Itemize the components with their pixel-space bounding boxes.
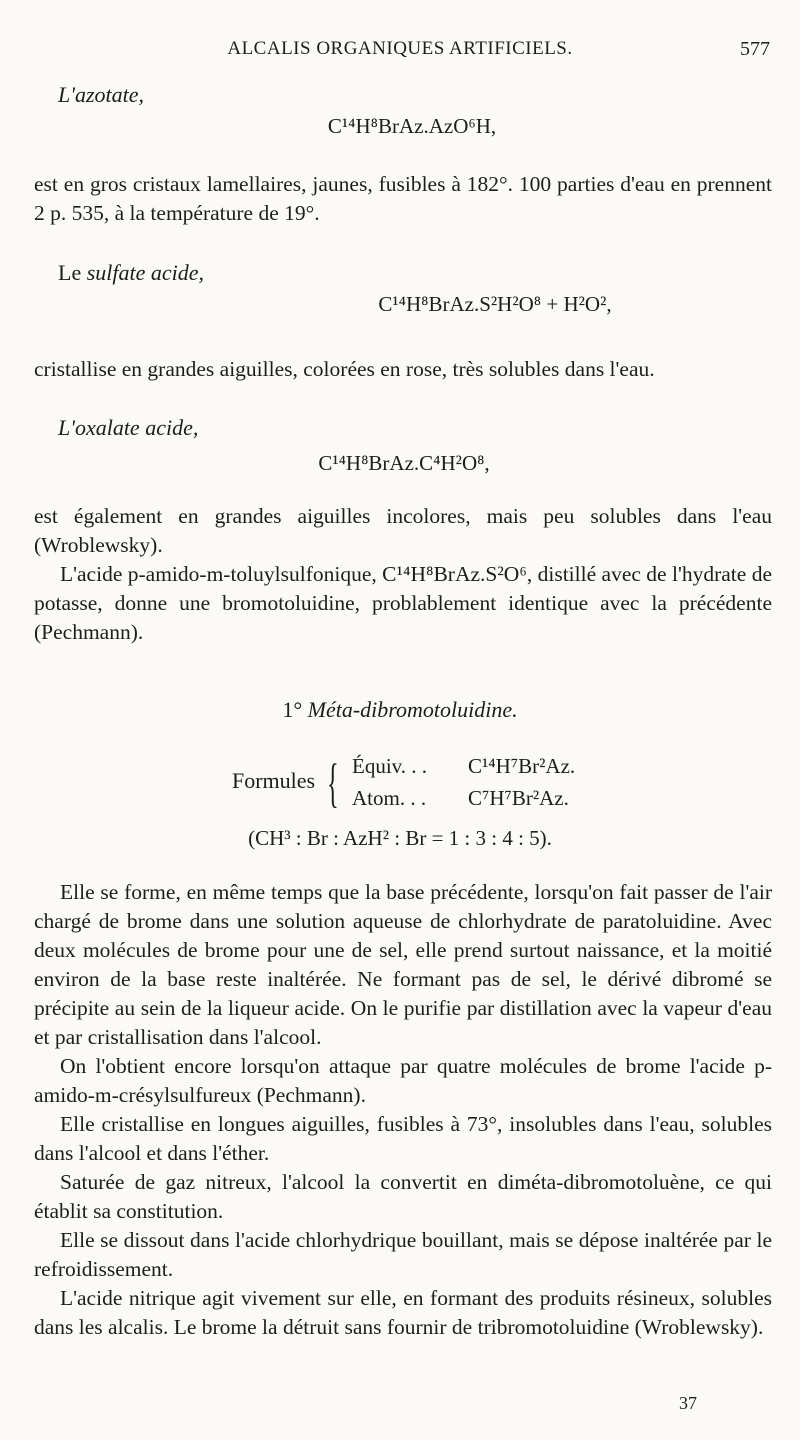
constitution-ratio: (CH³ : Br : AzH² : Br = 1 : 3 : 4 : 5). [248,826,552,850]
page-number: 577 [740,38,770,60]
formules-label: Formules [232,768,316,793]
sulfate-label-prefix: Le [58,260,82,285]
equiv-label: Équiv. . . [352,754,428,778]
signature-mark: 37 [679,1393,697,1413]
paragraph-cristallisation: Elle cristallise en longues aiguilles, fusibles à 73°, insolubles dans l'eau, solubles dans l'alcool et dans l'éther. [34,1112,772,1165]
azotate-formula: C¹⁴H⁸BrAz.AzO⁶H, [327,114,497,138]
paragraph-azotate: est en gros cristaux lamellaires, jaunes, fusibles à 182°. 100 parties d'eau en prennent 2 p. 535, à la température de 19°. [34,172,772,225]
paragraph-formation: Elle se forme, en même temps que la base précédente, lorsqu'on fait passer de l'air chargé de brome dans une solution aqueuse de chlorhydrate de paratoluidine. Avec deux molécules de brome pour une de sel, elle prend surtout naissance, et la moitié environ de la base reste inaltérée. Ne formant pas de sel, le dérivé dibromé se précipite au sein de la liqueur acide. On le purifie par distillation avec la vapeur d'eau et par cristallisation dans l'alcool. [34,880,772,1049]
paragraph-acide-nitrique: L'acide nitrique agit vivement sur elle, en formant des produits résineux, solubles dans les alcalis. Le brome la détruit sans fournir de tribromotoluidine (Wroblewsky). [34,1286,772,1339]
atom-label: Atom. . . [352,786,427,810]
paragraph-constitution: Saturée de gaz nitreux, l'alcool la convertit en diméta-dibromotoluène, ce qui établit sa constitution. [34,1170,772,1223]
section-title [0,697,800,723]
oxalate-label: L'oxalate acide, [58,415,199,440]
section-name: Méta-dibromotoluidine. [307,697,518,722]
sulfate-formula: C¹⁴H⁸BrAz.S²H²O⁸ + H²O², [378,292,612,316]
sulfate-label-italic: sulfate acide, [86,260,205,285]
curly-brace-icon: { [327,753,339,813]
oxalate-formula: C¹⁴H⁸BrAz.C⁴H²O⁸, [318,451,490,475]
paragraph-dissolution: Elle se dissout dans l'acide chlorhydrique bouillant, mais se dépose inaltérée par le refroidissement. [34,1228,772,1281]
sulfate-label [58,260,204,286]
equiv-formula: C¹⁴H⁷Br²Az. [468,754,576,778]
paragraph-oxalate: est également en grandes aiguilles incolores, mais peu solubles dans l'eau (Wroblewsky). [34,504,772,557]
running-header: ALCALIS ORGANIQUES ARTIFICIELS. [227,38,573,59]
section-number: 1° [282,697,303,722]
paragraph-obtention: On l'obtient encore lorsqu'on attaque par quatre molécules de brome l'acide p-amido-m-crésylsulfureux (Pechmann). [34,1054,772,1107]
atom-formula: C⁷H⁷Br²Az. [468,786,569,810]
paragraph-acide-toluylsulfonique: L'acide p-amido-m-toluylsulfonique, C¹⁴H⁸BrAz.S²O⁶, distillé avec de l'hydrate de potasse, donne une bromotoluidine, problablement identique avec la précédente (Pechmann). [34,562,772,644]
paragraph-sulfate: cristallise en grandes aiguilles, colorées en rose, très solubles dans l'eau. [34,357,655,381]
azotate-label: L'azotate, [58,82,144,107]
